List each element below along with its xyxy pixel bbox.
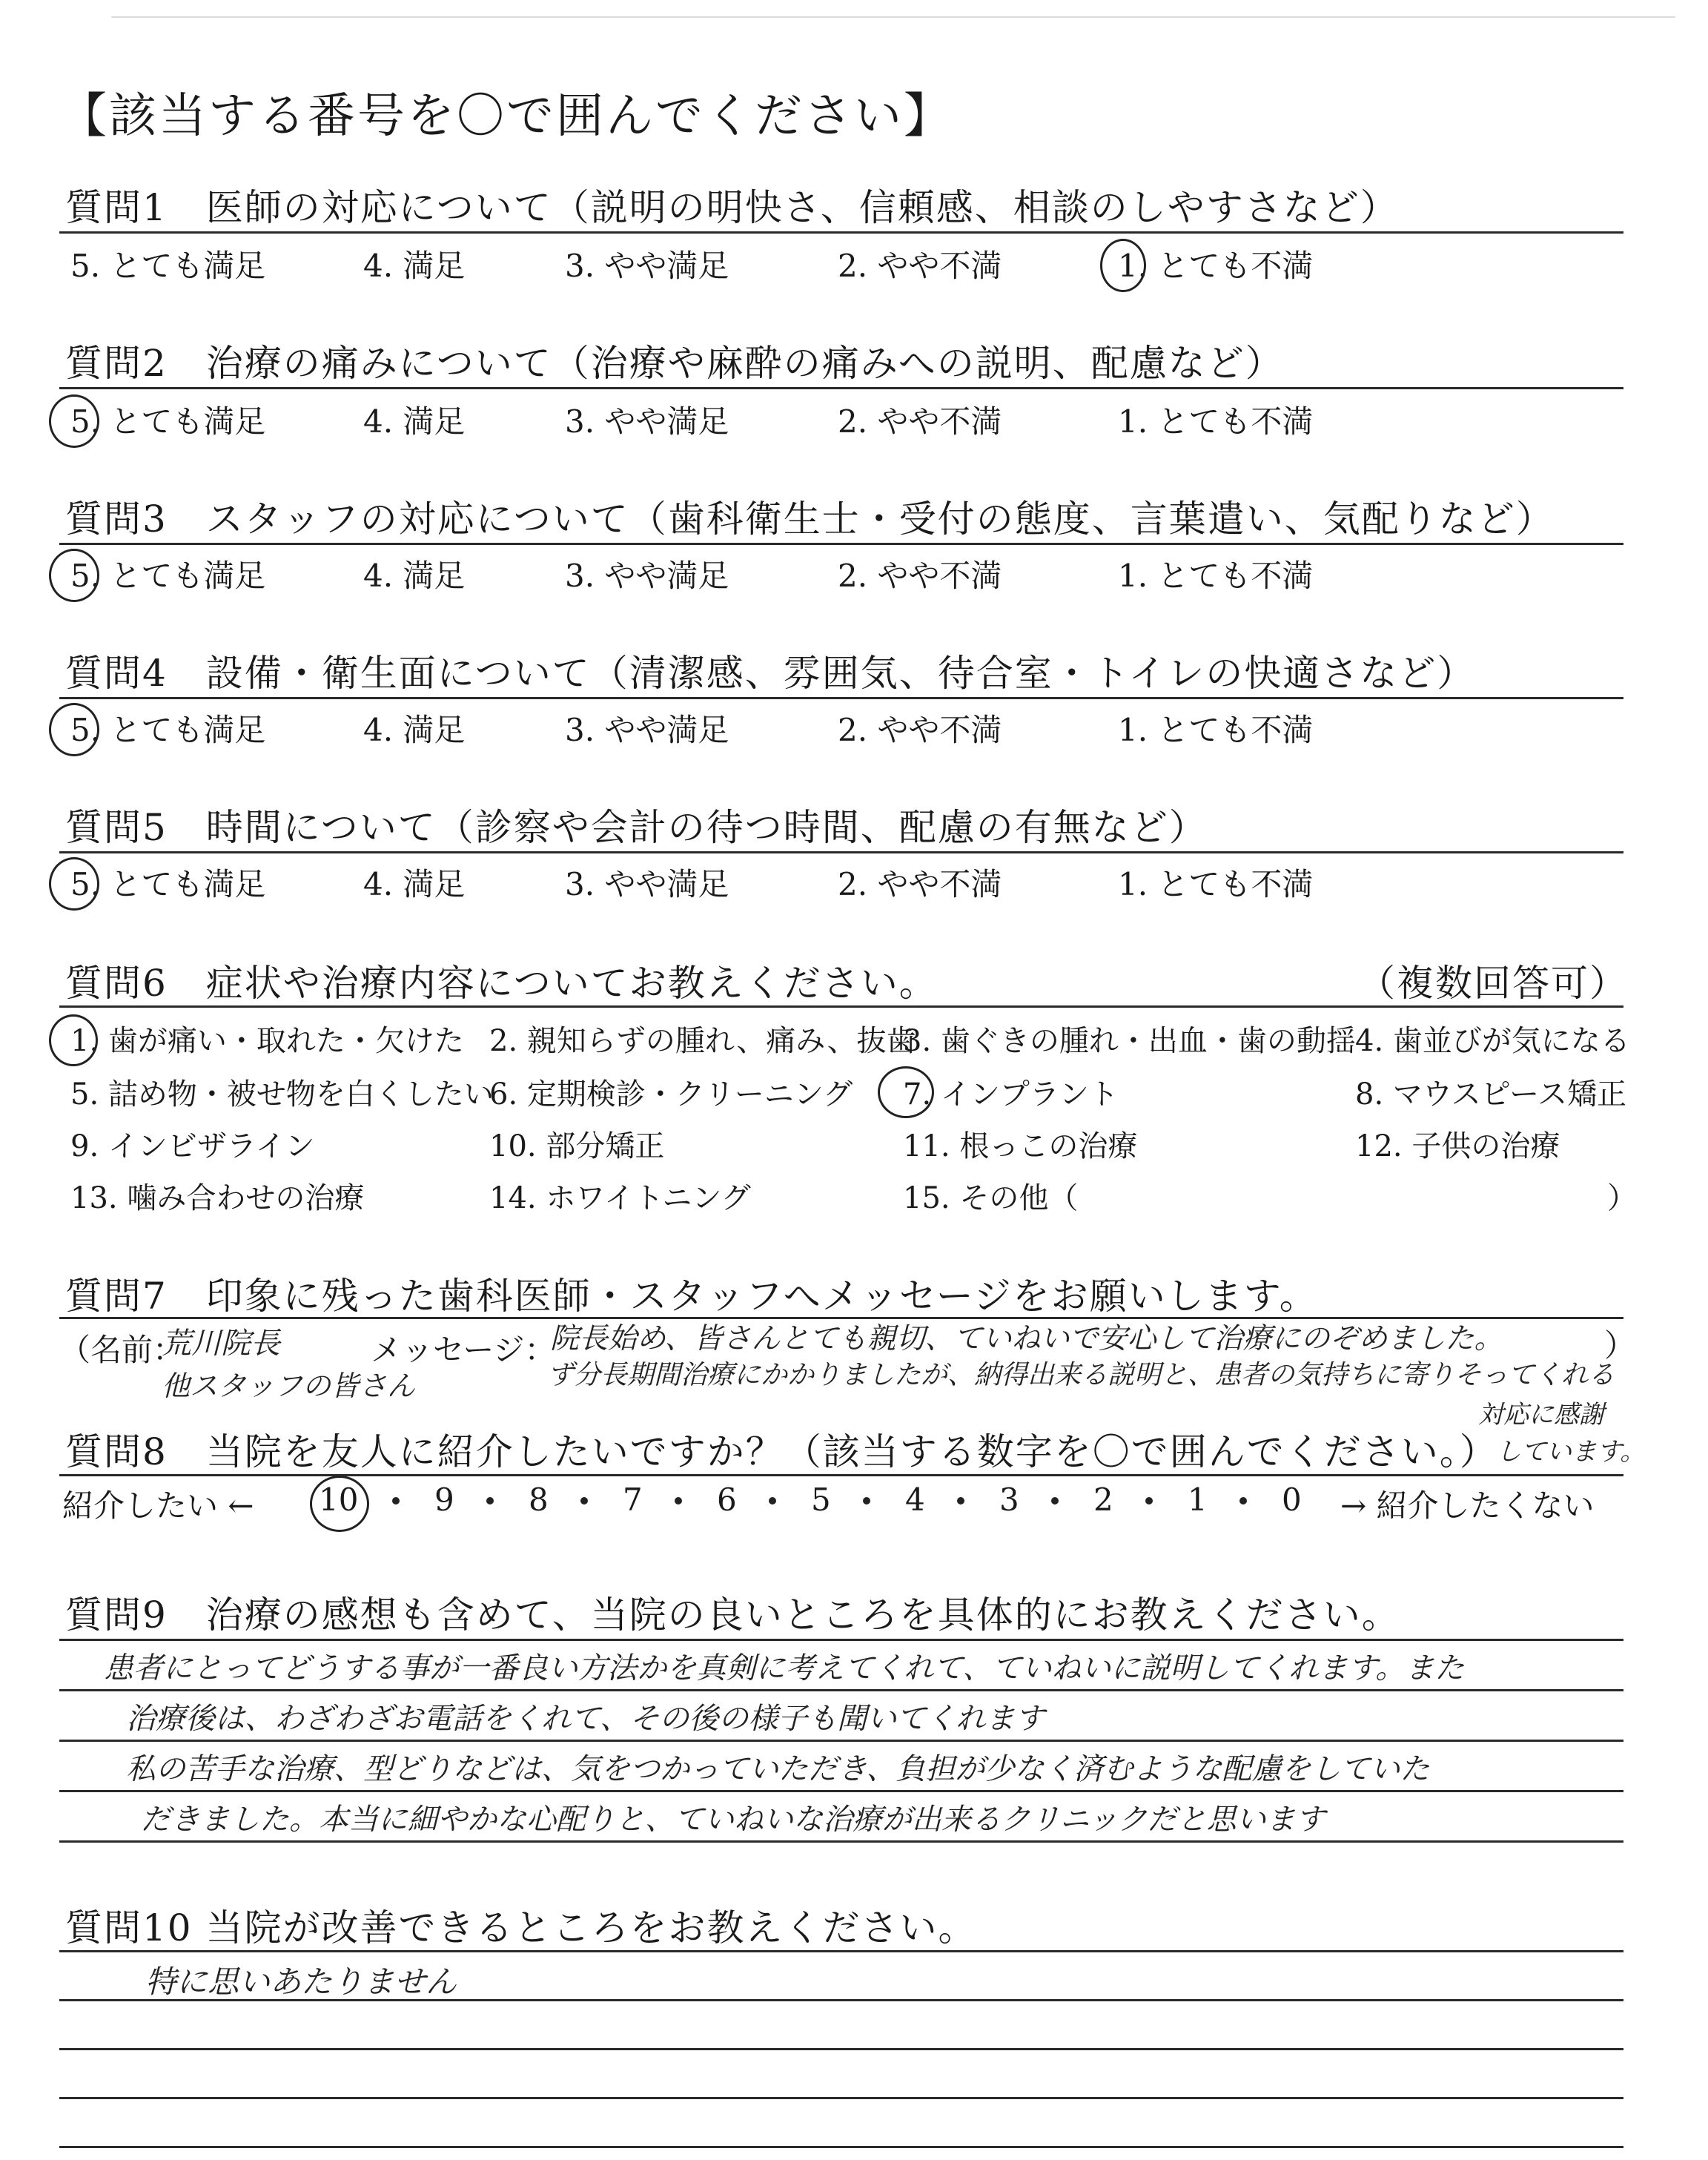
- q1-option-4[interactable]: 4. 満足: [363, 248, 466, 284]
- question-5-label: 質問5 時間について（診察や会計の待つ時間、配慮の有無など）: [65, 806, 1208, 849]
- q5-option-3[interactable]: 3. やや満足: [565, 866, 729, 902]
- scale-4[interactable]: 4: [905, 1482, 925, 1518]
- question-7-label: 質問7 印象に残った歯科医師・スタッフへメッセージをお願いします。: [65, 1275, 1318, 1318]
- q9-answer-line-2: 治療後は、わざわざお電話をくれて、その後の様子も聞いてくれます: [126, 1702, 1045, 1736]
- q6-item-14[interactable]: 14. ホワイトニング: [489, 1181, 751, 1215]
- message-label: メッセージ：: [371, 1332, 556, 1368]
- q2-option-4[interactable]: 4. 満足: [363, 403, 466, 440]
- q6-item-12[interactable]: 12. 子供の治療: [1355, 1129, 1560, 1163]
- q5-option-5[interactable]: 5. とても満足: [70, 866, 266, 902]
- scale-6[interactable]: 6: [717, 1482, 737, 1518]
- q3-option-5[interactable]: 5. とても満足: [70, 558, 266, 594]
- handwritten-message-4: しています。: [1496, 1437, 1646, 1467]
- q6-item-11[interactable]: 11. 根っこの治療: [903, 1129, 1138, 1163]
- q5-option-4[interactable]: 4. 満足: [363, 866, 466, 902]
- scale-7[interactable]: 7: [623, 1482, 643, 1518]
- answer-line: [59, 1639, 1623, 1641]
- q9-answer-line-4: だきました。本当に細やかな心配りと、ていねいな治療が出来るクリニックだと思います: [141, 1803, 1325, 1837]
- answer-line: [59, 2048, 1623, 2050]
- multiple-answer-note: （複数回答可）: [1358, 962, 1628, 1005]
- q1-option-2[interactable]: 2. やや不満: [838, 248, 1002, 284]
- message-close-paren: ）: [1604, 1327, 1636, 1364]
- scale-left-label: 紹介したい ←: [62, 1487, 254, 1524]
- q2-option-5[interactable]: 5. とても満足: [70, 403, 266, 440]
- q3-option-3[interactable]: 3. やや満足: [565, 558, 729, 594]
- scale-10[interactable]: 10: [319, 1482, 359, 1518]
- handwritten-message-2: ず分長期間治療にかかりましたが、納得出来る説明と、患者の気持ちに寄りそってくれる: [547, 1360, 1615, 1390]
- scale-5[interactable]: 5: [811, 1482, 831, 1518]
- q6-item-7[interactable]: 7. インプラント: [903, 1077, 1119, 1112]
- q6-other-close-paren: ）: [1607, 1181, 1637, 1215]
- q3-option-2[interactable]: 2. やや不満: [838, 558, 1002, 594]
- q6-item-9[interactable]: 9. インビザライン: [70, 1129, 315, 1163]
- q5-option-1[interactable]: 1. とても不満: [1118, 866, 1314, 902]
- question-10-label: 質問10 当院が改善できるところをお教えください。: [65, 1906, 977, 1949]
- question-1-label: 質問1 医師の対応について（説明の明快さ、信頼感、相談のしやすさなど）: [65, 186, 1399, 229]
- q10-answer-line-1: 特に思いあたりません: [145, 1964, 457, 2000]
- q4-option-3[interactable]: 3. やや満足: [565, 712, 729, 748]
- q2-option-1[interactable]: 1. とても不満: [1118, 403, 1314, 440]
- answer-line: [59, 1740, 1623, 1742]
- question-3-label: 質問3 スタッフの対応について（歯科衛生士・受付の態度、言葉遣い、気配りなど）: [65, 498, 1555, 541]
- selection-circle: [310, 1476, 369, 1532]
- question-9-label: 質問9 治療の感想も含めて、当院の良いところを具体的にお教えください。: [65, 1593, 1400, 1636]
- handwritten-message-1: 院長始め、皆さんとても親切、ていねいで安心して治療にのぞめました。: [550, 1322, 1503, 1355]
- handwritten-message-3: 対応に感謝: [1478, 1400, 1604, 1430]
- answer-line: [59, 2097, 1623, 2099]
- scale-8[interactable]: 8: [529, 1482, 549, 1518]
- q3-option-4[interactable]: 4. 満足: [363, 558, 466, 594]
- scale-9[interactable]: 9: [434, 1482, 454, 1518]
- q6-item-4[interactable]: 4. 歯並びが気になる: [1355, 1024, 1630, 1058]
- q9-answer-line-3: 私の苦手な治療、型どりなどは、気をつかっていただき、負担が少なく済むような配慮をしていた: [126, 1752, 1430, 1786]
- q2-option-3[interactable]: 3. やや満足: [565, 403, 729, 440]
- q3-option-1[interactable]: 1. とても不満: [1118, 558, 1314, 594]
- answer-line: [59, 1790, 1623, 1792]
- q6-item-10[interactable]: 10. 部分矯正: [489, 1129, 665, 1163]
- question-2-label: 質問2 治療の痛みについて（治療や麻酔の痛みへの説明、配慮など）: [65, 342, 1284, 385]
- q6-item-8[interactable]: 8. マウスピース矯正: [1355, 1077, 1627, 1112]
- q1-option-3[interactable]: 3. やや満足: [565, 248, 729, 284]
- q6-item-15[interactable]: 15. その他（: [903, 1181, 1079, 1215]
- answer-line: [59, 1689, 1623, 1691]
- page-title: 【該当する番号を〇で囲んでください】: [59, 89, 953, 144]
- handwritten-name-1: 荒川院長: [162, 1327, 280, 1361]
- q4-option-4[interactable]: 4. 満足: [363, 712, 466, 748]
- scale-2[interactable]: 2: [1093, 1482, 1113, 1518]
- name-label: （名前：: [59, 1332, 185, 1368]
- answer-line: [59, 1950, 1623, 1952]
- scale-right-label: → 紹介したくない: [1340, 1487, 1595, 1524]
- q4-option-1[interactable]: 1. とても不満: [1118, 712, 1314, 748]
- q6-item-1[interactable]: 1. 歯が痛い・取れた・欠けた: [70, 1024, 464, 1058]
- answer-line: [59, 1840, 1623, 1843]
- question-8-label: 質問8 当院を友人に紹介したいですか？（該当する数字を〇で囲んでください。）: [65, 1430, 1498, 1473]
- scale-0[interactable]: 0: [1282, 1482, 1302, 1518]
- q6-item-5[interactable]: 5. 詰め物・被せ物を白くしたい: [70, 1077, 494, 1112]
- q4-option-2[interactable]: 2. やや不満: [838, 712, 1002, 748]
- handwritten-name-2: 他スタッフの皆さん: [162, 1370, 416, 1402]
- q5-option-2[interactable]: 2. やや不満: [838, 866, 1002, 902]
- q6-item-3[interactable]: 3. 歯ぐきの腫れ・出血・歯の動揺: [903, 1024, 1356, 1058]
- answer-line: [59, 2146, 1623, 2148]
- q1-option-5[interactable]: 5. とても満足: [70, 248, 266, 284]
- q6-item-13[interactable]: 13. 噛み合わせの治療: [70, 1181, 365, 1215]
- question-4-label: 質問4 設備・衛生面について（清潔感、雰囲気、待合室・トイレの快適さなど）: [65, 652, 1476, 695]
- question-6-label: 質問6 症状や治療内容についてお教えください。: [65, 962, 938, 1005]
- q9-answer-line-1: 患者にとってどうする事が一番良い方法かを真剣に考えてくれて、ていねいに説明してくれます。また: [104, 1651, 1465, 1685]
- q6-item-2[interactable]: 2. 親知らずの腫れ、痛み、抜歯: [489, 1024, 916, 1058]
- scale-1[interactable]: 1: [1188, 1482, 1208, 1518]
- q1-option-1[interactable]: 1. とても不満: [1118, 248, 1314, 284]
- q6-item-6[interactable]: 6. 定期検診・クリーニング: [489, 1077, 853, 1112]
- q4-option-5[interactable]: 5. とても満足: [70, 712, 266, 748]
- q2-option-2[interactable]: 2. やや不満: [838, 403, 1002, 440]
- scale-3[interactable]: 3: [999, 1482, 1019, 1518]
